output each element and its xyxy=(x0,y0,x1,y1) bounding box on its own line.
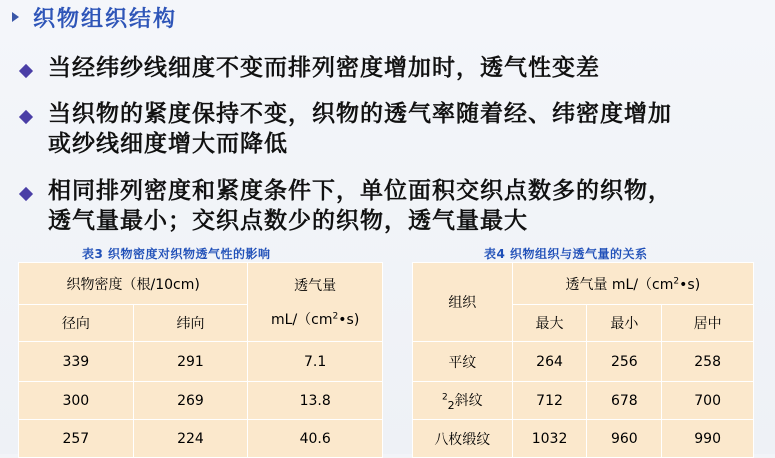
max-cell: 1032 xyxy=(512,420,587,458)
air-permeability-header: 透气量 $mL/(cm^2•s)$ xyxy=(512,263,753,305)
bullet-text: 当经纬纱线细度不变而排列密度增加时，透气性变差 xyxy=(48,55,600,81)
max-cell: 712 xyxy=(512,382,587,420)
table-row xyxy=(413,420,754,458)
air-cell: 13.8 xyxy=(248,382,383,420)
air-cell: 7.1 xyxy=(248,342,383,382)
weave-header: 组织 xyxy=(413,263,513,342)
air-cell: 40.6 xyxy=(248,420,383,458)
bullet-point-1 xyxy=(18,53,600,83)
table-row xyxy=(413,342,754,382)
table-row xyxy=(19,382,383,420)
min-header: 最小 xyxy=(587,305,662,342)
mid-cell: 700 xyxy=(662,382,754,420)
diamond-bullet-icon xyxy=(19,110,33,124)
table-row xyxy=(413,382,754,420)
weft-cell: 224 xyxy=(133,420,248,458)
density-header: 织物密度（根/10cm) xyxy=(19,263,248,305)
mid-cell: 258 xyxy=(662,342,754,382)
min-cell: 678 xyxy=(587,382,662,420)
bullet-text: 相同排列密度和紧度条件下，单位面积交织点数多的织物， 透气量最小；交织点数少的织物，透气量最大 xyxy=(48,178,672,234)
bullet-point-3 xyxy=(18,176,672,236)
density-air-permeability-table xyxy=(18,262,383,458)
bullet-point-2 xyxy=(18,99,672,159)
mid-header: 居中 xyxy=(662,305,754,342)
air-permeability-header-title: 透气量 xyxy=(294,278,337,294)
table4-caption: 表4 织物组织与透气量的关系 xyxy=(484,247,648,261)
diamond-bullet-icon xyxy=(19,64,33,78)
section-title: 织物组织结构 xyxy=(33,6,178,32)
weft-header: 纬向 xyxy=(133,305,248,342)
weft-cell: 291 xyxy=(133,342,248,382)
max-cell: 264 xyxy=(512,342,587,382)
min-cell: 960 xyxy=(587,420,662,458)
arrow-bullet-icon xyxy=(12,12,19,22)
air-permeability-header xyxy=(248,263,383,342)
weave-cell: 平纹 xyxy=(413,342,513,382)
min-cell: 256 xyxy=(587,342,662,382)
air-permeability-header-unit: $mL/(cm^2•s)$ xyxy=(271,311,360,328)
table-row xyxy=(19,342,383,382)
table-row xyxy=(19,420,383,458)
max-header: 最大 xyxy=(512,305,587,342)
section-heading xyxy=(12,2,177,32)
warp-cell: 339 xyxy=(19,342,134,382)
weave-cell: 八枚缎纹 xyxy=(413,420,513,458)
warp-header: 径向 xyxy=(19,305,134,342)
weft-cell: 269 xyxy=(133,382,248,420)
table3-caption: 表3 织物密度对织物透气性的影响 xyxy=(82,247,271,261)
weave-air-permeability-table xyxy=(412,262,754,458)
diamond-bullet-icon xyxy=(19,187,33,201)
warp-cell: 300 xyxy=(19,382,134,420)
weave-cell: $^2_2$斜纹 xyxy=(413,382,513,420)
warp-cell: 257 xyxy=(19,420,134,458)
bullet-text: 当织物的紧度保持不变，织物的透气率随着经、纬密度增加 或纱线细度增大而降低 xyxy=(48,101,672,157)
mid-cell: 990 xyxy=(662,420,754,458)
